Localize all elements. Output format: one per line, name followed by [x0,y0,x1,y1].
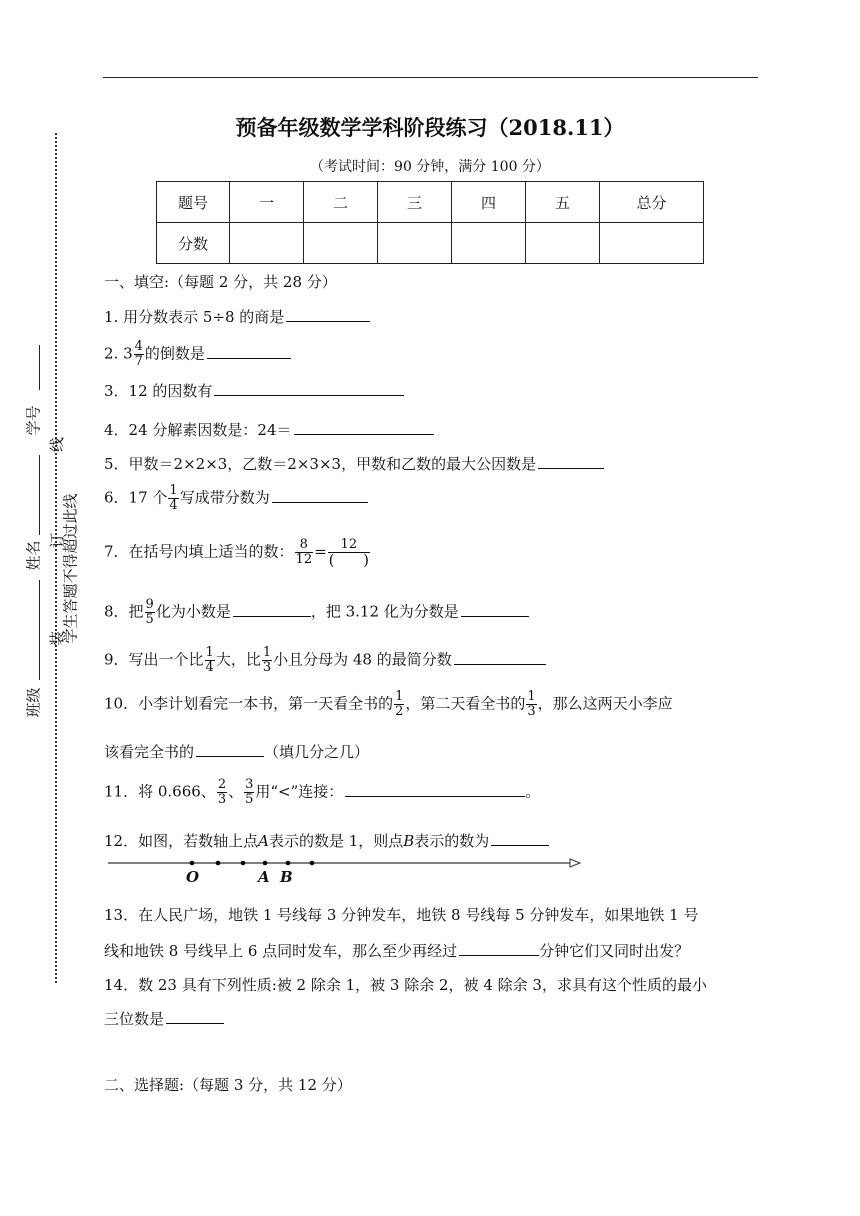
q11-num1: 2 [217,777,227,792]
q14-line2: 三位数是 [104,1010,165,1028]
q8-num: 9 [145,597,154,612]
answer-blank-6[interactable] [272,487,368,503]
q11-den2: 5 [245,792,254,807]
margin-name-line [39,455,40,535]
score-cell[interactable] [230,223,304,264]
number-line-point-o [190,861,195,866]
q9-fraction-1 [205,646,215,675]
answer-blank-8a[interactable] [233,601,311,617]
score-table-header-row [157,182,704,223]
q10-den1: 2 [395,704,404,719]
q6-fraction [168,484,178,513]
margin-xian-label: 线 [48,436,67,453]
q9-prefix: 9．写出一个比 [104,650,204,669]
section2-heading: 二、选择题:（每题 3 分，共 12 分） [104,1076,352,1094]
score-col-total: 总分 [600,182,704,223]
answer-blank-10[interactable] [196,741,264,757]
question-2 [104,340,291,369]
q2-suffix: 的倒数是 [144,344,205,363]
margin-student-id-label: 学号 [24,405,43,436]
q12-text-c: 表示的数为 [414,832,490,850]
q7-fraction-right [328,538,370,567]
question-7 [104,538,371,567]
q7-den1: 12 [295,552,313,567]
number-line-point-a [263,861,268,866]
binding-dotted-line [55,133,57,983]
q9-num2: 1 [262,645,272,660]
q5-text: 5．甲数＝2×2×3，乙数＝2×3×3，甲数和乙数的最大公因数是 [104,455,537,473]
margin-student-id-line [39,345,40,390]
score-cell[interactable] [526,223,600,264]
q7-answer-blank[interactable]: ( ) [328,551,369,569]
question-3 [104,380,404,401]
answer-blank-12[interactable] [491,830,549,846]
q8-prefix: 8．把 [104,602,144,621]
q7-prefix: 7．在括号内填上适当的数： [104,542,294,561]
q9-suffix: 小且分母为 48 的最简分数 [273,650,452,669]
margin-class-line [39,580,40,680]
answer-blank-3[interactable] [214,380,404,396]
q9-num1: 1 [205,645,214,660]
score-table-score-row [157,223,704,264]
margin-zhuang-label: 装 [48,630,67,647]
q1-text: 1. 用分数表示 5÷8 的商是 [104,308,285,326]
answer-blank-1[interactable] [286,306,370,322]
q7-num1: 8 [299,537,308,552]
page-title: 预备年级数学学科阶段练习（2018.11） [235,115,625,140]
q7-fraction-left [295,538,314,567]
answer-blank-8b[interactable] [461,601,529,617]
q13-line2-a: 线和地铁 8 号线早上 6 点同时发车，那么至少再经过 [104,942,458,960]
q11-num2: 3 [245,777,254,792]
q12-text-a: 12．如图，若数轴上点 [104,832,259,850]
q7-equals: = [314,542,327,561]
q8-fraction [145,598,155,627]
q8-mid: 化为小数是 [155,602,231,621]
score-row-label: 分数 [157,223,230,264]
q8-mid2: ，把 3.12 化为分数是 [310,602,459,621]
q10-num1: 1 [395,689,404,704]
q7-num2: 12 [340,537,358,552]
score-cell[interactable] [304,223,378,264]
margin-name-label: 姓名 [24,540,43,571]
number-line-point [241,861,246,866]
q11-fraction-1 [217,778,227,807]
question-8 [104,598,529,627]
q11-mid: 用“<”连接： [255,782,344,801]
q10-line2-a: 该看完全书的 [104,743,195,761]
question-1 [104,306,370,327]
number-line-point-b [286,861,291,866]
exam-info: （考试时间：90 分钟，满分 100 分） [310,159,550,175]
answer-blank-2[interactable] [207,343,291,359]
question-6 [104,484,368,513]
q10-text-b: ，第二天看全书的 [405,694,526,713]
question-9 [104,646,546,675]
q10-fraction-1 [394,690,404,719]
q11-fraction-2 [244,778,254,807]
q4-text: 4．24 分解素因数是：24＝ [104,421,292,439]
q11-sep: 、 [228,782,244,801]
question-14: 14．数 23 具有下列性质:被 2 除余 1，被 3 除余 2，被 4 除余 3，求具有这个性质的最小 [104,976,707,994]
q9-den2: 3 [262,660,272,675]
score-table [156,181,704,264]
number-line-label-a: A [258,868,270,886]
q6-prefix: 6．17 个 [104,488,168,507]
q12-point-a: A [258,832,269,850]
q11-end: 。 [525,782,541,801]
q9-den1: 4 [205,660,214,675]
q10-text-c: ，那么这两天小李应 [537,694,673,713]
question-4 [104,419,434,440]
number-line-point [216,861,221,866]
q11-den1: 3 [217,792,227,807]
number-line-label-o: O [186,868,200,886]
q12-text-b: 表示的数是 1，则点 [268,832,404,850]
q2-prefix: 2. 3 [104,344,133,363]
answer-blank-5[interactable] [538,453,604,469]
q2-num: 4 [134,339,143,354]
q13-line2-b: 分钟它们又同时出发？ [539,942,690,960]
score-col-2: 二 [304,182,378,223]
answer-blank-9[interactable] [454,649,546,665]
q6-den: 4 [169,498,178,513]
q2-fraction [134,340,144,369]
answer-blank-13[interactable] [459,940,539,956]
q2-den: 7 [134,354,143,369]
score-col-3: 三 [378,182,452,223]
number-line-label-b: B [280,868,293,886]
score-col-4: 四 [452,182,526,223]
score-cell-total[interactable] [600,223,704,264]
question-14-line2 [104,1008,224,1029]
q11-prefix: 11．将 0.666、 [104,782,216,801]
q3-text: 3．12 的因数有 [104,382,213,400]
q10-den2: 3 [527,704,536,719]
margin-warning-text: 学生答题不得超过此线 [61,493,80,644]
question-5 [104,453,604,474]
score-col-1: 一 [230,182,304,223]
question-13-line2 [104,940,689,961]
answer-blank-11[interactable] [345,781,525,797]
q10-text-a: 10．小李计划看完一本书，第一天看全书的 [104,694,394,713]
q9-fraction-2 [262,646,272,675]
q10-num2: 1 [527,689,536,704]
question-12 [104,830,549,851]
q10-fraction-2 [526,690,536,719]
score-col-5: 五 [526,182,600,223]
question-10 [104,690,673,719]
section1-heading: 一、填空:（每题 2 分，共 28 分） [104,273,337,291]
margin-ding-label: 订 [48,532,67,549]
answer-blank-4[interactable] [294,419,434,435]
number-line-point [310,861,315,866]
question-10-line2 [104,741,369,762]
top-rule [103,77,758,78]
q6-suffix: 写成带分数为 [179,488,270,507]
number-line-arrow [570,859,580,867]
score-cell[interactable] [378,223,452,264]
number-line [104,855,584,875]
question-11 [104,778,540,807]
score-col-label: 题号 [157,182,230,223]
q10-line2-b: （填几分之几） [264,743,370,761]
margin-class-label: 班级 [24,687,43,718]
q6-num: 1 [169,483,178,498]
q12-point-b: B [403,832,415,850]
question-13: 13．在人民广场，地铁 1 号线每 3 分钟发车，地铁 8 号线每 5 分钟发车，如果地铁 1 号 [104,906,699,924]
q8-den: 5 [145,612,154,627]
score-cell[interactable] [452,223,526,264]
q9-mid: 大，比 [215,650,261,669]
answer-blank-14[interactable] [166,1008,224,1024]
